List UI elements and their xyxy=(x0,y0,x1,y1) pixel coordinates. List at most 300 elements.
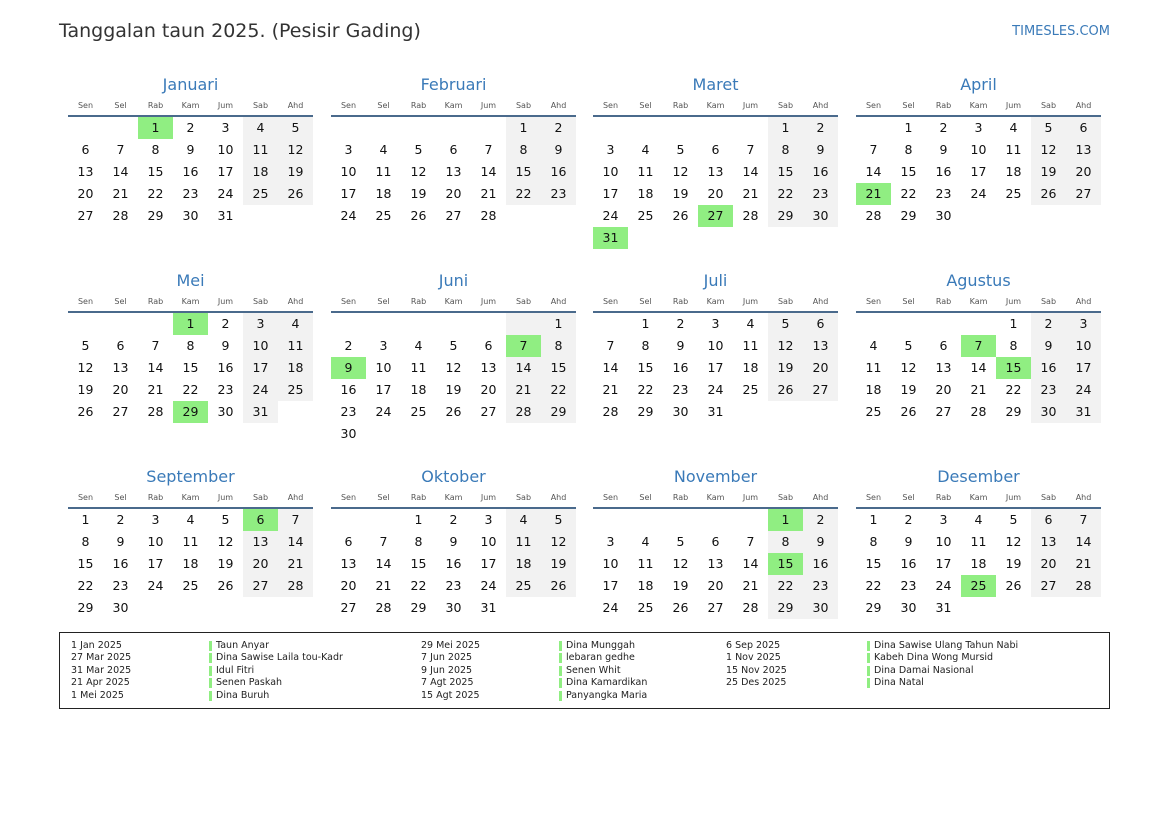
holiday-day-cell: 1 xyxy=(768,509,803,531)
day-cell: 20 xyxy=(445,186,462,201)
weekday-label: Kam xyxy=(181,493,200,502)
day-cell: 11 xyxy=(742,338,759,353)
day-cell: 6 xyxy=(711,142,720,157)
day-cell: 5 xyxy=(541,509,576,531)
day-cell: 21 xyxy=(375,578,392,593)
day-cell: 25 xyxy=(243,183,278,205)
day-cell: 19 xyxy=(278,161,313,183)
day-cell: 4 xyxy=(379,142,388,157)
empty-day-cell xyxy=(103,117,138,139)
weekday-label: Jum xyxy=(1005,101,1022,110)
empty-day-cell xyxy=(331,509,366,531)
empty-day-cell xyxy=(471,117,506,139)
holiday-day-cell: 9 xyxy=(331,357,366,379)
day-cell: 11 xyxy=(375,164,392,179)
day-cell: 16 xyxy=(445,556,462,571)
legend-holiday-name: Dina Kamardikan xyxy=(559,677,647,689)
day-cell: 24 xyxy=(480,578,497,593)
weekday-label: Sab xyxy=(1040,297,1057,306)
day-cell: 28 xyxy=(970,404,987,419)
day-cell: 15 xyxy=(182,360,199,375)
legend-date: 1 Nov 2025 xyxy=(726,652,781,664)
day-cell: 1 xyxy=(414,512,423,527)
legend-holiday-name: Dina Damai Nasional xyxy=(867,665,1018,677)
day-cell: 7 xyxy=(379,534,388,549)
weekday-header xyxy=(856,99,1101,113)
day-cell: 16 xyxy=(672,360,689,375)
legend-holiday-name: Kabeh Dina Wong Mursid xyxy=(867,652,1018,664)
day-cell: 4 xyxy=(243,117,278,139)
day-cell: 4 xyxy=(641,534,650,549)
weekday-label: Kam xyxy=(706,493,725,502)
day-cell: 5 xyxy=(1031,117,1066,139)
weekday-label: Kam xyxy=(444,493,463,502)
day-cell: 25 xyxy=(637,600,654,615)
day-cell: 9 xyxy=(449,534,458,549)
day-cell: 3 xyxy=(1066,313,1101,335)
day-cell: 21 xyxy=(147,382,164,397)
day-cell: 16 xyxy=(1031,357,1066,379)
empty-day-cell xyxy=(628,117,663,139)
day-cell: 21 xyxy=(278,553,313,575)
day-cell: 13 xyxy=(935,360,952,375)
day-cell: 25 xyxy=(865,404,882,419)
days-grid xyxy=(68,313,313,423)
weekday-header xyxy=(593,491,838,505)
day-cell: 14 xyxy=(865,164,882,179)
legend-dates-3 xyxy=(726,640,787,690)
day-cell: 3 xyxy=(221,120,230,135)
day-cell: 12 xyxy=(541,531,576,553)
day-cell: 28 xyxy=(506,401,541,423)
empty-day-cell xyxy=(891,313,926,335)
day-cell: 23 xyxy=(217,382,234,397)
day-cell: 4 xyxy=(186,512,195,527)
legend-holiday-name: Dina Sawise Laila tou-Kadr xyxy=(209,652,343,664)
day-cell: 18 xyxy=(243,161,278,183)
legend-holiday-name: Idul Fitri xyxy=(209,665,343,677)
days-grid xyxy=(331,509,576,619)
day-cell: 16 xyxy=(182,164,199,179)
day-cell: 16 xyxy=(112,556,129,571)
day-cell: 23 xyxy=(935,186,952,201)
weekday-label: Sen xyxy=(77,493,94,502)
day-cell: 3 xyxy=(974,120,983,135)
day-cell: 8 xyxy=(641,338,650,353)
day-cell: 2 xyxy=(344,338,353,353)
weekday-label: Sen xyxy=(340,101,357,110)
weekday-label: Sel xyxy=(114,101,127,110)
holiday-day-cell: 1 xyxy=(173,313,208,335)
day-cell: 24 xyxy=(375,404,392,419)
day-cell: 12 xyxy=(672,164,689,179)
holiday-day-cell: 7 xyxy=(961,335,996,357)
day-cell: 7 xyxy=(1066,509,1101,531)
day-cell: 26 xyxy=(672,208,689,223)
day-cell: 24 xyxy=(1066,379,1101,401)
weekday-label: Sen xyxy=(602,297,619,306)
weekday-label: Jum xyxy=(217,101,234,110)
day-cell: 24 xyxy=(602,208,619,223)
legend-date: 15 Agt 2025 xyxy=(421,689,480,701)
weekday-label: Sel xyxy=(377,493,390,502)
day-cell: 27 xyxy=(77,208,94,223)
day-cell: 18 xyxy=(637,186,654,201)
day-cell: 19 xyxy=(1005,556,1022,571)
day-cell: 11 xyxy=(865,360,882,375)
day-cell: 29 xyxy=(1005,404,1022,419)
day-cell: 26 xyxy=(768,379,803,401)
day-cell: 4 xyxy=(869,338,878,353)
day-cell: 14 xyxy=(375,556,392,571)
weekday-label: Rab xyxy=(410,493,427,502)
day-cell: 12 xyxy=(1031,139,1066,161)
day-cell: 20 xyxy=(112,382,129,397)
day-cell: 17 xyxy=(147,556,164,571)
weekday-label: Sen xyxy=(602,493,619,502)
day-cell: 29 xyxy=(410,600,427,615)
day-cell: 19 xyxy=(77,382,94,397)
holiday-day-cell: 1 xyxy=(138,117,173,139)
day-cell: 17 xyxy=(935,556,952,571)
day-cell: 8 xyxy=(869,534,878,549)
day-cell: 9 xyxy=(676,338,685,353)
site-link[interactable]: TIMESLES.COM xyxy=(1012,24,1110,39)
day-cell: 10 xyxy=(602,164,619,179)
month-title: November xyxy=(673,467,758,486)
weekday-label: Rab xyxy=(147,101,164,110)
day-cell: 11 xyxy=(970,534,987,549)
day-cell: 30 xyxy=(445,600,462,615)
day-cell: 26 xyxy=(1031,183,1066,205)
day-cell: 15 xyxy=(77,556,94,571)
month-januari xyxy=(68,74,313,227)
day-cell: 7 xyxy=(278,509,313,531)
day-cell: 1 xyxy=(904,120,913,135)
day-cell: 25 xyxy=(182,578,199,593)
day-cell: 6 xyxy=(449,142,458,157)
day-cell: 7 xyxy=(116,142,125,157)
day-cell: 23 xyxy=(1031,379,1066,401)
weekday-label: Jum xyxy=(742,297,759,306)
day-cell: 5 xyxy=(904,338,913,353)
day-cell: 28 xyxy=(480,208,497,223)
day-cell: 22 xyxy=(77,578,94,593)
day-cell: 4 xyxy=(278,313,313,335)
day-cell: 8 xyxy=(151,142,160,157)
holiday-day-cell: 25 xyxy=(961,575,996,597)
weekday-label: Rab xyxy=(672,101,689,110)
day-cell: 30 xyxy=(112,600,129,615)
day-cell: 3 xyxy=(606,142,615,157)
day-cell: 19 xyxy=(541,553,576,575)
day-cell: 20 xyxy=(935,382,952,397)
day-cell: 12 xyxy=(77,360,94,375)
weekday-label: Sel xyxy=(639,493,652,502)
day-cell: 9 xyxy=(186,142,195,157)
day-cell: 1 xyxy=(1009,316,1018,331)
weekday-label: Jum xyxy=(480,493,497,502)
weekday-label: Sen xyxy=(865,493,882,502)
empty-day-cell xyxy=(138,313,173,335)
legend-date: 6 Sep 2025 xyxy=(726,640,781,651)
day-cell: 27 xyxy=(480,404,497,419)
day-cell: 25 xyxy=(1005,186,1022,201)
day-cell: 16 xyxy=(935,164,952,179)
weekday-label: Jum xyxy=(217,297,234,306)
weekday-label: Ahd xyxy=(812,297,829,306)
day-cell: 28 xyxy=(278,575,313,597)
days-grid xyxy=(856,509,1101,619)
day-cell: 25 xyxy=(637,208,654,223)
weekday-label: Rab xyxy=(935,297,952,306)
empty-day-cell xyxy=(68,117,103,139)
weekday-label: Jum xyxy=(217,493,234,502)
day-cell: 6 xyxy=(803,313,838,335)
day-cell: 17 xyxy=(217,164,234,179)
weekday-label: Sab xyxy=(777,101,794,110)
day-cell: 14 xyxy=(970,360,987,375)
legend-date: 9 Jun 2025 xyxy=(421,664,473,676)
empty-day-cell xyxy=(663,117,698,139)
day-cell: 6 xyxy=(116,338,125,353)
weekday-header xyxy=(331,491,576,505)
day-cell: 30 xyxy=(217,404,234,419)
day-cell: 22 xyxy=(637,382,654,397)
weekday-label: Kam xyxy=(969,297,988,306)
legend-holiday-name: Panyangka Maria xyxy=(559,690,647,702)
day-cell: 12 xyxy=(445,360,462,375)
weekday-label: Ahd xyxy=(550,101,567,110)
day-cell: 8 xyxy=(81,534,90,549)
day-cell: 12 xyxy=(278,139,313,161)
day-cell: 21 xyxy=(506,379,541,401)
day-cell: 6 xyxy=(1066,117,1101,139)
day-cell: 20 xyxy=(1066,161,1101,183)
day-cell: 10 xyxy=(602,556,619,571)
empty-day-cell xyxy=(68,313,103,335)
weekday-label: Sab xyxy=(515,101,532,110)
day-cell: 14 xyxy=(742,556,759,571)
day-cell: 3 xyxy=(711,316,720,331)
day-cell: 19 xyxy=(1031,161,1066,183)
weekday-label: Sab xyxy=(515,297,532,306)
empty-day-cell xyxy=(331,117,366,139)
day-cell: 9 xyxy=(1031,335,1066,357)
day-cell: 25 xyxy=(410,404,427,419)
weekday-label: Jum xyxy=(480,101,497,110)
day-cell: 24 xyxy=(147,578,164,593)
day-cell: 17 xyxy=(480,556,497,571)
day-cell: 15 xyxy=(637,360,654,375)
day-cell: 22 xyxy=(506,183,541,205)
day-cell: 13 xyxy=(1031,531,1066,553)
day-cell: 4 xyxy=(1009,120,1018,135)
day-cell: 11 xyxy=(1005,142,1022,157)
weekday-label: Sen xyxy=(340,493,357,502)
legend-holiday-name: Senen Whit xyxy=(559,665,647,677)
legend-holiday-name: Dina Buruh xyxy=(209,690,343,702)
legend-names-2 xyxy=(559,640,647,702)
day-cell: 24 xyxy=(217,186,234,201)
weekday-label: Sel xyxy=(902,101,915,110)
legend-dates-1 xyxy=(71,640,131,702)
day-cell: 15 xyxy=(768,161,803,183)
empty-day-cell xyxy=(471,313,506,335)
day-cell: 2 xyxy=(186,120,195,135)
day-cell: 13 xyxy=(480,360,497,375)
day-cell: 7 xyxy=(484,142,493,157)
weekday-label: Kam xyxy=(706,297,725,306)
month-title: April xyxy=(960,75,997,94)
day-cell: 5 xyxy=(1009,512,1018,527)
day-cell: 22 xyxy=(147,186,164,201)
day-cell: 26 xyxy=(410,208,427,223)
day-cell: 15 xyxy=(506,161,541,183)
day-cell: 26 xyxy=(1005,578,1022,593)
weekday-label: Ahd xyxy=(1075,493,1092,502)
day-cell: 10 xyxy=(707,338,724,353)
legend-date: 7 Agt 2025 xyxy=(421,677,474,689)
day-cell: 31 xyxy=(243,401,278,423)
month-september xyxy=(68,466,313,619)
day-cell: 13 xyxy=(803,335,838,357)
day-cell: 2 xyxy=(803,117,838,139)
month-title: Desember xyxy=(937,467,1020,486)
day-cell: 22 xyxy=(768,575,803,597)
legend-date: 21 Apr 2025 xyxy=(71,677,130,689)
day-cell: 25 xyxy=(742,382,759,397)
day-cell: 2 xyxy=(541,117,576,139)
weekday-label: Sen xyxy=(340,297,357,306)
legend-date: 7 Jun 2025 xyxy=(421,652,473,664)
day-cell: 20 xyxy=(243,553,278,575)
day-cell: 20 xyxy=(1031,553,1066,575)
day-cell: 28 xyxy=(602,404,619,419)
weekday-label: Kam xyxy=(444,101,463,110)
day-cell: 27 xyxy=(1031,575,1066,597)
legend-names-1 xyxy=(209,640,343,702)
day-cell: 13 xyxy=(243,531,278,553)
weekday-label: Sab xyxy=(777,493,794,502)
legend-names-3 xyxy=(867,640,1018,690)
holiday-day-cell: 15 xyxy=(768,553,803,575)
month-title: Maret xyxy=(692,75,739,94)
day-cell: 24 xyxy=(935,578,952,593)
days-grid xyxy=(331,117,576,227)
weekday-label: Jum xyxy=(1005,493,1022,502)
day-cell: 15 xyxy=(900,164,917,179)
day-cell: 30 xyxy=(803,205,838,227)
day-cell: 16 xyxy=(541,161,576,183)
day-cell: 22 xyxy=(900,186,917,201)
day-cell: 8 xyxy=(414,534,423,549)
day-cell: 28 xyxy=(1066,575,1101,597)
day-cell: 12 xyxy=(900,360,917,375)
day-cell: 9 xyxy=(939,142,948,157)
day-cell: 31 xyxy=(217,208,234,223)
empty-day-cell xyxy=(663,509,698,531)
day-cell: 27 xyxy=(935,404,952,419)
day-cell: 9 xyxy=(116,534,125,549)
day-cell: 13 xyxy=(445,164,462,179)
day-cell: 23 xyxy=(803,183,838,205)
days-grid xyxy=(856,117,1101,227)
day-cell: 27 xyxy=(803,379,838,401)
weekday-label: Sen xyxy=(602,101,619,110)
day-cell: 17 xyxy=(602,186,619,201)
day-cell: 2 xyxy=(904,512,913,527)
empty-day-cell xyxy=(436,313,471,335)
weekday-label: Sab xyxy=(515,493,532,502)
day-cell: 28 xyxy=(865,208,882,223)
day-cell: 16 xyxy=(803,161,838,183)
legend-date: 1 Jan 2025 xyxy=(71,640,122,651)
weekday-label: Rab xyxy=(935,101,952,110)
day-cell: 10 xyxy=(970,142,987,157)
empty-day-cell xyxy=(436,117,471,139)
weekday-label: Sab xyxy=(252,297,269,306)
day-cell: 30 xyxy=(900,600,917,615)
empty-day-cell xyxy=(401,117,436,139)
day-cell: 31 xyxy=(935,600,952,615)
day-cell: 2 xyxy=(939,120,948,135)
days-grid xyxy=(68,117,313,227)
day-cell: 15 xyxy=(865,556,882,571)
day-cell: 31 xyxy=(1066,401,1101,423)
weekday-label: Sen xyxy=(77,101,94,110)
day-cell: 18 xyxy=(375,186,392,201)
day-cell: 8 xyxy=(904,142,913,157)
day-cell: 5 xyxy=(414,142,423,157)
empty-day-cell xyxy=(593,509,628,531)
weekday-header xyxy=(856,295,1101,309)
day-cell: 3 xyxy=(243,313,278,335)
days-grid xyxy=(856,313,1101,423)
day-cell: 18 xyxy=(410,382,427,397)
day-cell: 15 xyxy=(147,164,164,179)
day-cell: 14 xyxy=(506,357,541,379)
day-cell: 28 xyxy=(112,208,129,223)
day-cell: 28 xyxy=(742,600,759,615)
day-cell: 22 xyxy=(182,382,199,397)
day-cell: 14 xyxy=(112,164,129,179)
day-cell: 22 xyxy=(1005,382,1022,397)
day-cell: 9 xyxy=(541,139,576,161)
empty-day-cell xyxy=(366,117,401,139)
day-cell: 5 xyxy=(278,117,313,139)
empty-day-cell xyxy=(856,117,891,139)
weekday-label: Sen xyxy=(865,297,882,306)
weekday-label: Jum xyxy=(742,101,759,110)
day-cell: 26 xyxy=(445,404,462,419)
day-cell: 1 xyxy=(768,117,803,139)
weekday-label: Jum xyxy=(1005,297,1022,306)
weekday-label: Sab xyxy=(777,297,794,306)
day-cell: 21 xyxy=(480,186,497,201)
day-cell: 1 xyxy=(541,313,576,335)
day-cell: 19 xyxy=(410,186,427,201)
holiday-day-cell: 27 xyxy=(698,205,733,227)
day-cell: 27 xyxy=(243,575,278,597)
day-cell: 21 xyxy=(112,186,129,201)
day-cell: 25 xyxy=(278,379,313,401)
day-cell: 25 xyxy=(506,575,541,597)
day-cell: 18 xyxy=(1005,164,1022,179)
day-cell: 26 xyxy=(278,183,313,205)
day-cell: 13 xyxy=(1066,139,1101,161)
weekday-label: Sen xyxy=(865,101,882,110)
